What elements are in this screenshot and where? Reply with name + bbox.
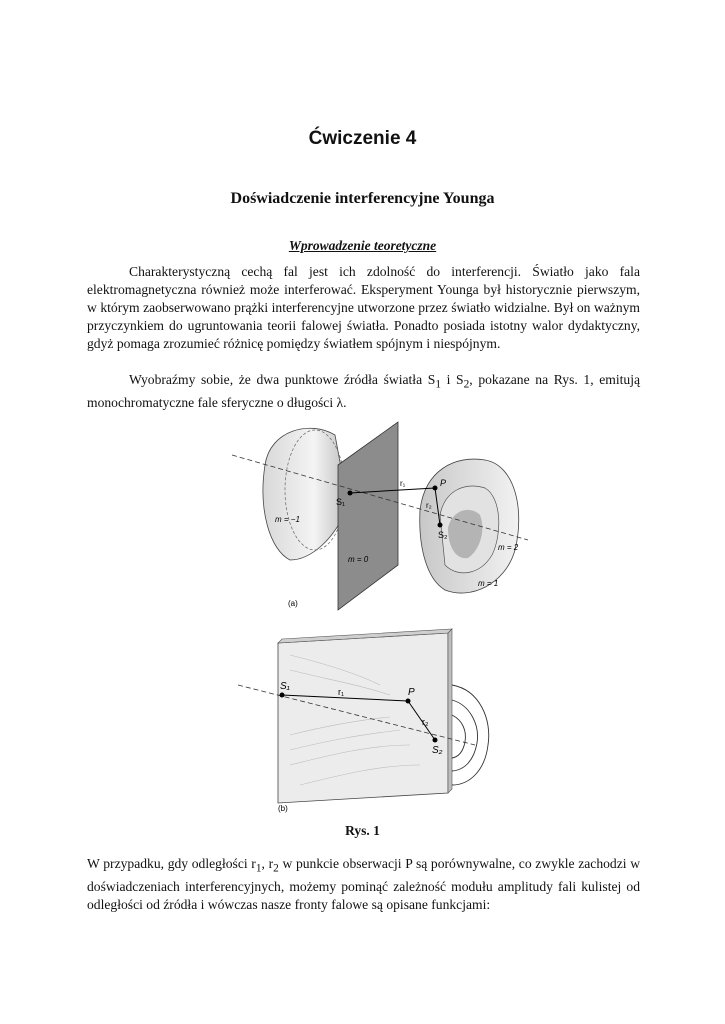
label-s2: S₂ [438, 530, 448, 540]
observation-point-p [433, 486, 438, 491]
slab-side-edge [448, 629, 452, 793]
exercise-subtitle: Doświadczenie interferencyjne Younga [230, 190, 495, 207]
observation-point-p-b [406, 699, 411, 704]
label-r2: r₂ [426, 501, 432, 510]
paragraph-sources: Wyobraźmy sobie, że dwa punktowe źródła światła $S_1$ i $S_2$, pokazane na Rys. 1, emitują monochromatyczne fale sferyczne o długości λ. [87, 372, 641, 410]
source-s2-point [438, 523, 443, 528]
label-r1-b: r₁ [338, 687, 345, 697]
section-heading: Wprowadzenie teoretyczne [288, 238, 437, 253]
paragraph-wavefronts: W przypadku, gdy odległości $r_1$, $r_2$ w punkcie obserwacji P są porównywalne, co zwykle zachodzi w doświadczeniach interferencyjnych, możemy pominąć zależność modułu amplitudy fali kulistej od odległości od źródła i wówczas nasze fronty falowe są opisane funkcjami: [87, 856, 641, 912]
label-s1-b: S₁ [280, 681, 290, 692]
label-m-minus1: m = −1 [275, 515, 300, 524]
label-s1: S₁ [336, 497, 346, 507]
label-m2: m = 2 [498, 543, 519, 552]
wavefront-surface-m-minus1 [263, 428, 348, 560]
label-m1: m = 1 [478, 579, 499, 588]
figure-caption: Rys. 1 [345, 823, 380, 838]
figure-b [230, 625, 530, 820]
label-m0: m = 0 [348, 555, 369, 564]
label-b: (b) [278, 804, 288, 813]
page-title: Ćwiczenie 4 [308, 128, 417, 149]
source-s1-point-b [280, 693, 285, 698]
figure-a [230, 410, 530, 620]
label-r1: r₁ [400, 479, 406, 488]
paragraph-intro: Charakterystyczną cechą fal jest ich zdolność do interferencji. Światło jako fala elektromagnetyczna również może interferować. Eksperyment Younga był historycznie pierwszym, w którym zaobserwowano prążki interferencyjne utworzone przez światło widzialne. Był on ważnym przyczynkiem do ugruntowania teorii falowej światła. Ponadto posiada istotny walor dydaktyczny, gdyż pomaga zrozumieć różnicę pomiędzy światłem spójnym i niespójnym. [87, 264, 640, 351]
label-p-b: P [408, 687, 415, 698]
label-p: P [440, 478, 447, 488]
symmetry-plane-m0 [338, 422, 398, 610]
source-s1-point [348, 491, 353, 496]
label-s2-b: S₂ [432, 745, 443, 756]
wave-rings-s2 [452, 685, 489, 785]
label-r2-b: r₂ [422, 717, 429, 727]
source-s2-point-b [433, 738, 438, 743]
label-a: (a) [288, 599, 298, 608]
